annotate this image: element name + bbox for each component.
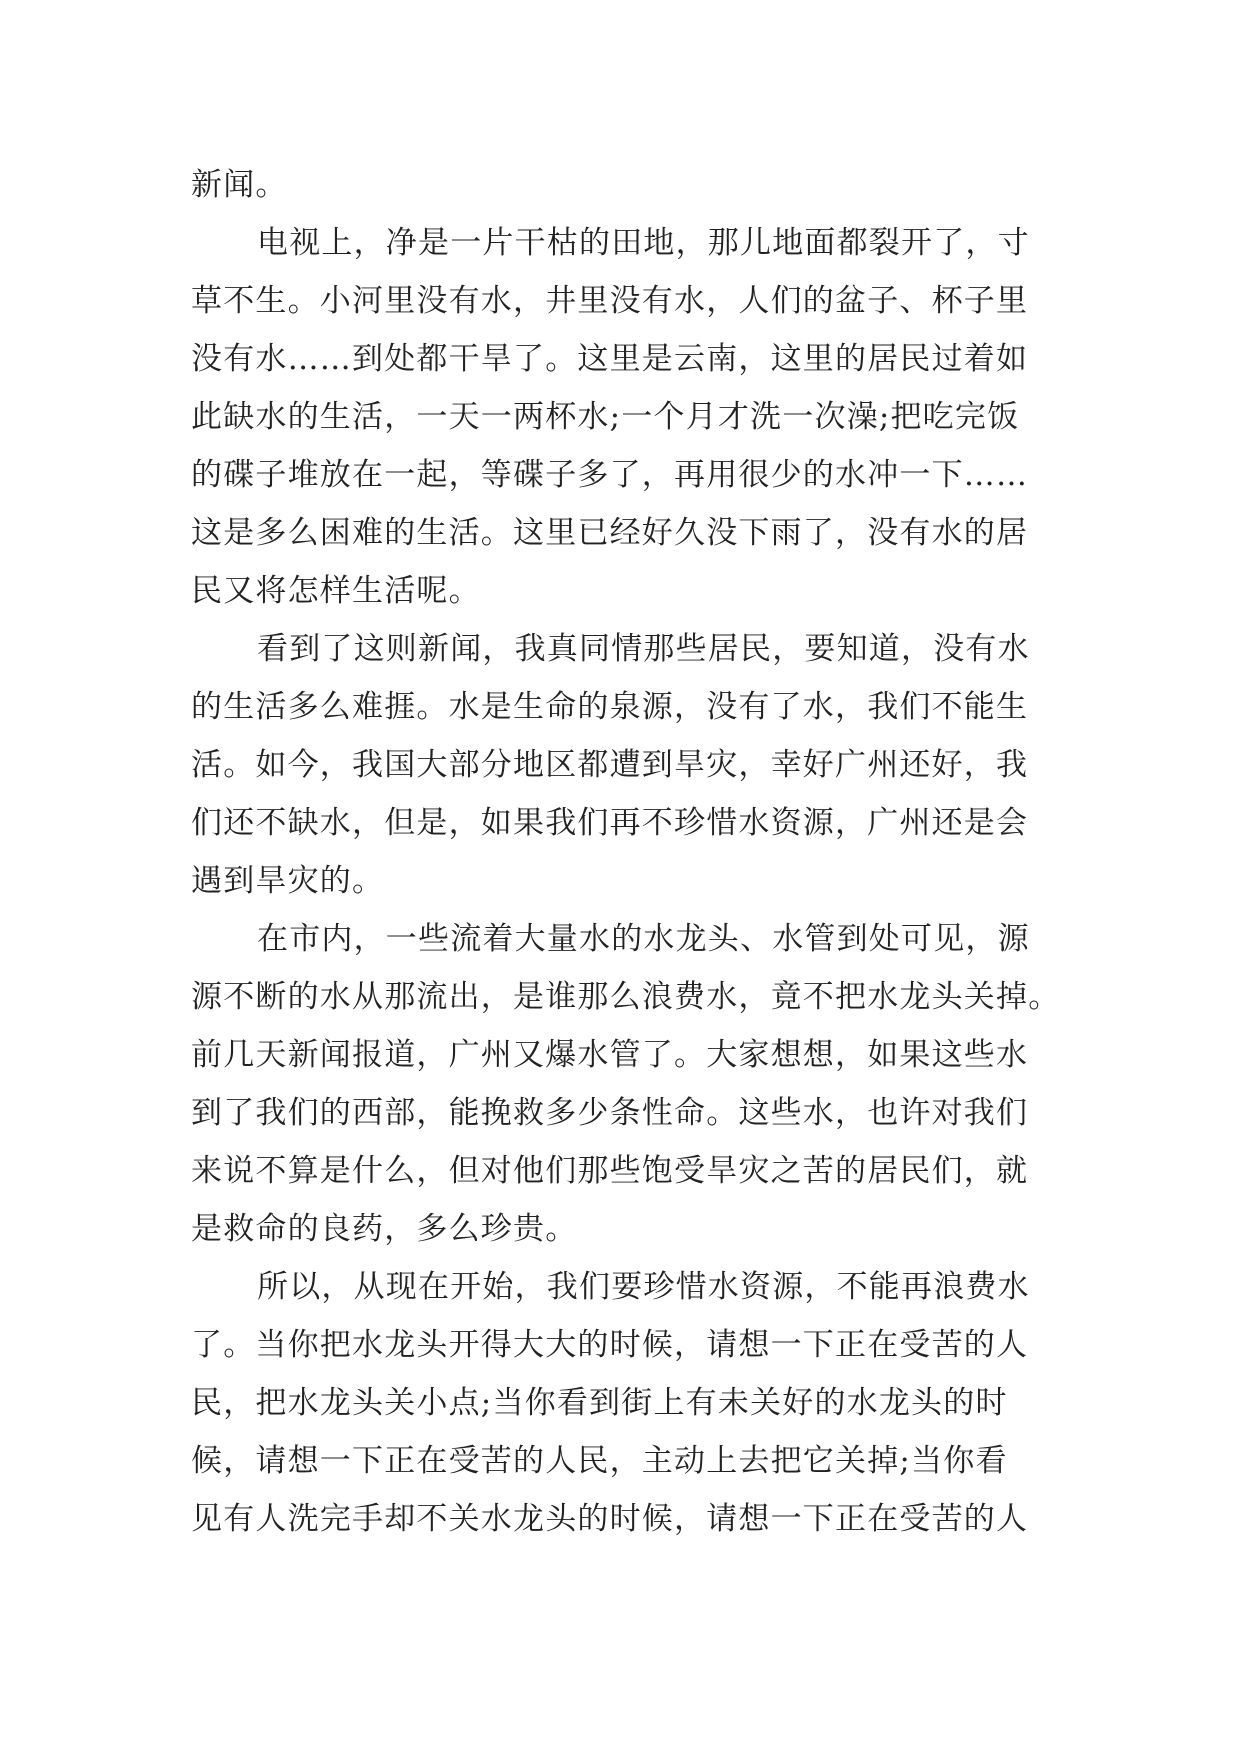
- text-line: 们还不缺水，但是，如果我们再不珍惜水资源，广州还是会: [191, 805, 1029, 841]
- text-line: 见有人洗完手却不关水龙头的时候，请想一下正在受苦的人: [191, 1501, 1029, 1537]
- text-line: 所以，从现在开始，我们要珍惜水资源，不能再浪费水: [257, 1269, 1030, 1305]
- text-line: 看到了这则新闻，我真同情那些居民，要知道，没有水: [257, 631, 1030, 667]
- paragraph-3: [191, 620, 1051, 910]
- text-line: 的碟子堆放在一起，等碟子多了，再用很少的水冲一下……: [191, 457, 1029, 493]
- text-line: 前几天新闻报道，广州又爆水管了。大家想想，如果这些水: [191, 1037, 1029, 1073]
- text-line: 在市内，一些流着大量水的水龙头、水管到处可见，源: [257, 921, 1030, 957]
- paragraph-5: [191, 1258, 1051, 1548]
- text-line: 民，把水龙头关小点;当你看到街上有未关好的水龙头的时: [191, 1385, 1008, 1421]
- text-line: 的生活多么难捱。水是生命的泉源，没有了水，我们不能生: [191, 689, 1029, 725]
- document-body: [191, 156, 1061, 1548]
- text-line: 新闻。: [191, 167, 288, 203]
- text-line: 到了我们的西部，能挽救多少条性命。这些水，也许对我们: [191, 1095, 1029, 1131]
- text-line: 了。当你把水龙头开得大大的时候，请想一下正在受苦的人: [191, 1327, 1029, 1363]
- text-line: 来说不算是什么，但对他们那些饱受旱灾之苦的居民们，就: [191, 1153, 1029, 1189]
- text-line: 民又将怎样生活呢。: [191, 573, 481, 609]
- paragraph-2: [191, 214, 1051, 620]
- text-line: 电视上，净是一片干枯的田地，那儿地面都裂开了，寸: [257, 225, 1030, 261]
- text-line: 没有水……到处都干旱了。这里是云南，这里的居民过着如: [191, 341, 1029, 377]
- text-line: 此缺水的生活，一天一两杯水;一个月才洗一次澡;把吃完饭: [191, 399, 1020, 435]
- text-line: 这是多么困难的生活。这里已经好久没下雨了，没有水的居: [191, 515, 1029, 551]
- paragraph-4: [191, 910, 1061, 1258]
- text-line: 是救命的良药，多么珍贵。: [191, 1211, 578, 1247]
- text-line: 活。如今，我国大部分地区都遭到旱灾，幸好广州还好，我: [191, 747, 1029, 783]
- text-line: 草不生。小河里没有水，井里没有水，人们的盆子、杯子里: [191, 283, 1029, 319]
- text-line: 遇到旱灾的。: [191, 863, 385, 899]
- text-line: 候，请想一下正在受苦的人民，主动上去把它关掉;当你看: [191, 1443, 1008, 1479]
- text-line: 源不断的水从那流出，是谁那么浪费水，竟不把水龙头关掉。: [191, 979, 1061, 1015]
- paragraph-1: [191, 156, 1051, 214]
